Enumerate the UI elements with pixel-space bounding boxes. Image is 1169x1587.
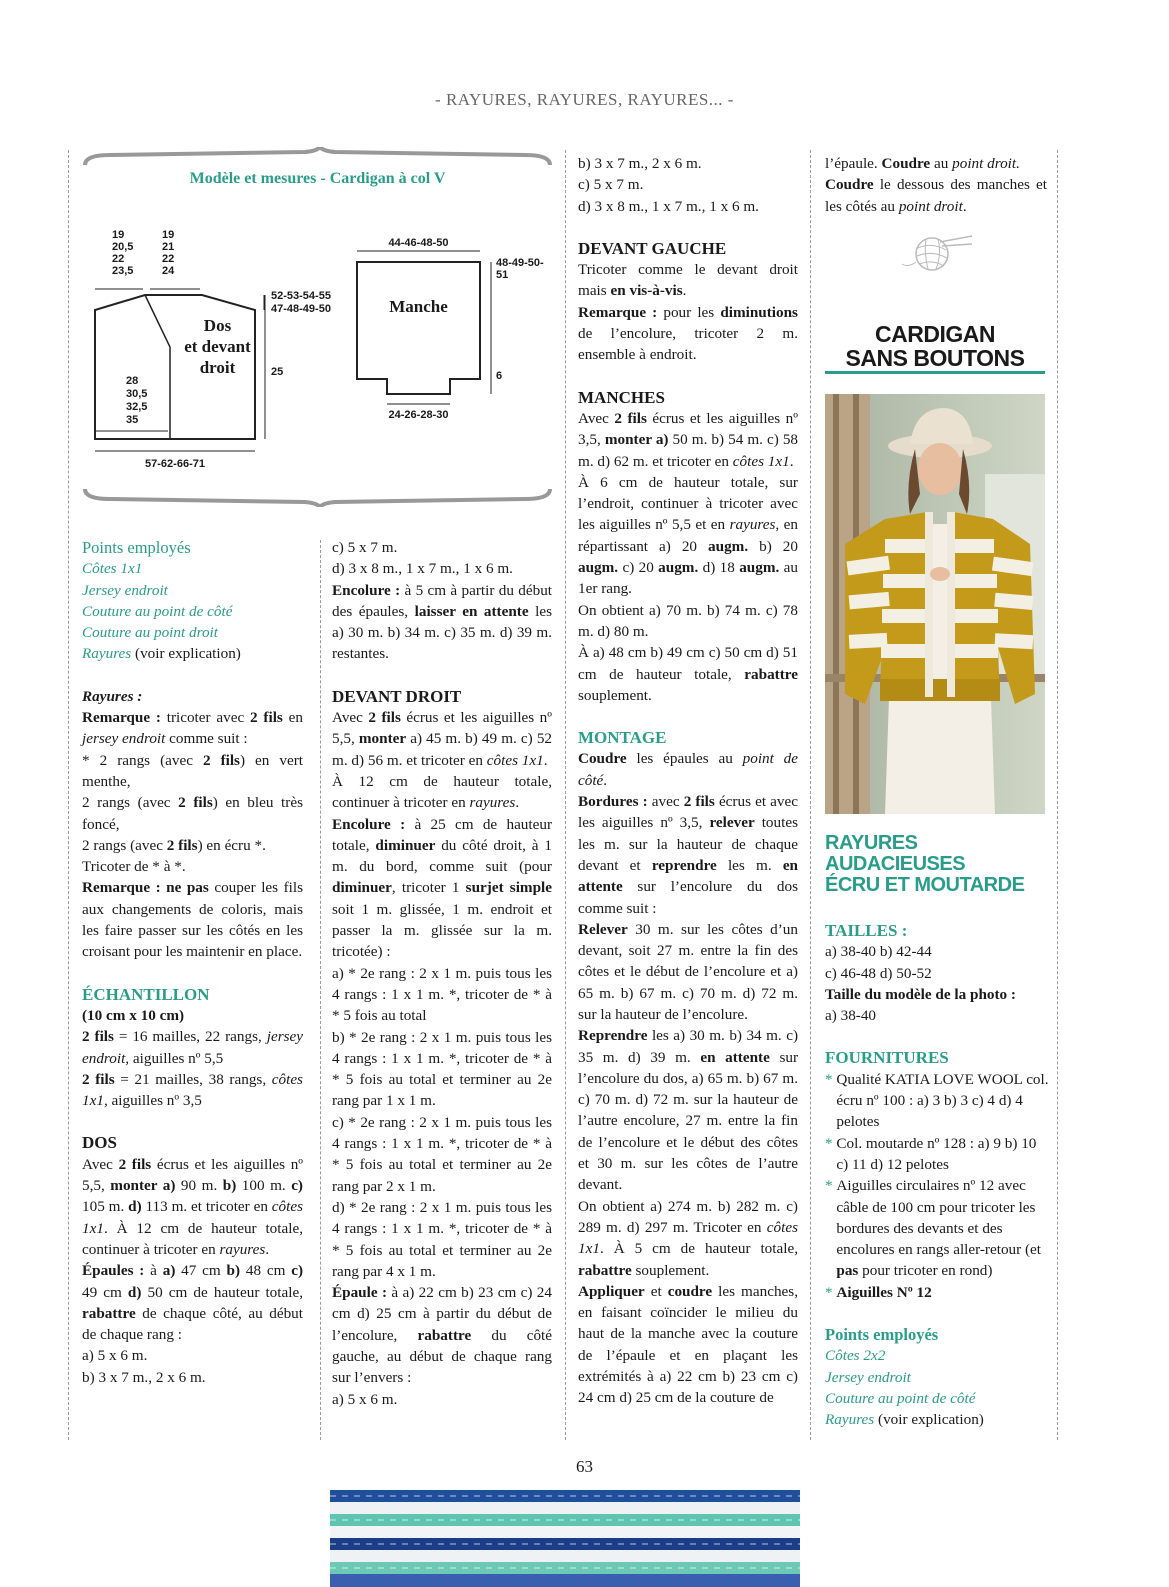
paragraph: b) 3 x 7 m., 2 x 6 m. [82, 1368, 206, 1386]
stitch-item [82, 643, 303, 664]
bullet: * [825, 1283, 837, 1301]
section-title: DEVANT DROIT [332, 686, 462, 706]
section-title: DOS [82, 1133, 117, 1153]
value: 19 [112, 229, 125, 241]
column-rule [565, 150, 566, 1440]
section-title: MANCHES [578, 387, 665, 407]
paragraph: Remarque : pour les diminutions de l’encolure, tricoter 2 m. ensemble à endroit. [578, 303, 798, 364]
list-item: * Col. moutarde nº 128 : a) 9 b) 10 c) 11 d) 12 pelotes [825, 1133, 1050, 1176]
sleeve-top-value: 44-46-48-50 [388, 237, 449, 249]
width-value: 57-62-66-71 [145, 458, 205, 470]
paragraph: Avec 2 fils écrus et les aiguilles nº 3,5, monter a) 50 m. b) 54 m. c) 58 m. d) 62 m. et tricoter en côtes 1x1. [578, 409, 799, 470]
label-line: Dos [203, 316, 232, 335]
paragraph: c) 46-48 d) 50-52 [825, 964, 932, 982]
subtitle-line: AUDACIEUSES [825, 853, 966, 875]
bottom-front-values [126, 375, 147, 427]
title-line: CARDIGAN [875, 321, 995, 347]
value: 23,5 [112, 265, 134, 277]
paragraph: a) 5 x 6 m. [332, 1390, 398, 1408]
paragraph: (10 cm x 10 cm) [82, 1006, 185, 1024]
paragraph: d) * 2e rang : 2 x 1 m. puis tous les 4 rangs : 1 x 1 m. *, tricoter de * à * 5 fois au total et terminer au 2e rang par 4 x 1 m. [332, 1198, 552, 1280]
value: 19 [162, 229, 175, 241]
stitch-item: Côtes 1x1 [82, 560, 143, 578]
knit-swatch-image [330, 1490, 800, 1587]
paragraph: Avec 2 fils écrus et les aiguilles nº 5,5, monter a) 45 m. b) 49 m. c) 52 m. d) 56 m. et tricoter en côtes 1x1. [332, 709, 553, 769]
paragraph: d) 3 x 8 m., 1 x 7 m., 1 x 6 m. [578, 197, 759, 215]
page-number: 63 [576, 1457, 593, 1476]
paragraph: On obtient a) 274 m. b) 282 m. c) 289 m. d) 297 m. Tricoter en côtes 1x1. À 5 cm de hauteur totale, rabattre souplement. [578, 1197, 798, 1279]
column-4-bottom [825, 920, 1050, 1431]
section-title: MONTAGE [578, 728, 667, 748]
paragraph: Coudre le dessous des manches et les côtés au point droit. [825, 176, 1047, 215]
subtitle-line: RAYURES [825, 832, 918, 854]
paragraph: Relever 30 m. sur les côtes d’un devant, soit 27 m. entre la fin des côtes et le début de l’encolure et a) 65 m. b) 67 m. c) 70 m. d) 72 m. sur la hauteur de l’encolure. [578, 920, 798, 1023]
section-title: FOURNITURES [825, 1048, 949, 1068]
stitch-item: Jersey endroit [82, 581, 168, 599]
stitch-item: Couture au point de côté [82, 602, 233, 620]
paragraph: b) * 2e rang : 2 x 1 m. puis tous les 4 rangs : 1 x 1 m. *, tricoter de * à * 5 fois au total et terminer au 2e rang par 1 x 1 m. [332, 1028, 552, 1110]
stitch-item: Côtes 2x2 [825, 1347, 886, 1365]
list-item: * Qualité KATIA LOVE WOOL col. écru nº 100 : a) 3 b) 3 c) 4 d) 4 pelotes [825, 1069, 1050, 1133]
paragraph: Tricoter de * à *. [82, 858, 186, 876]
paragraph: 2 rangs (avec 2 fils) en bleu très foncé, [82, 794, 303, 833]
section-title: ÉCHANTILLON [82, 984, 210, 1004]
shoulder-left-values [112, 229, 133, 277]
value: 32,5 [126, 401, 148, 413]
value: 28 [126, 375, 139, 387]
paragraph: À 12 cm de hauteur totale, continuer à tricoter en rayures. [332, 772, 552, 812]
paragraph: b) 3 x 7 m., 2 x 6 m. [578, 155, 702, 172]
paragraph: c) 5 x 7 m. [332, 539, 398, 556]
paragraph: 2 fils = 21 mailles, 38 rangs, côtes 1x1, aiguilles nº 3,5 [82, 1070, 303, 1110]
points-title: Points employés [825, 1325, 939, 1345]
list-item: * Aiguilles circulaires nº 12 avec câble de 100 cm pour tricoter les bordures des devants et des encolures en rangs aller-retour (et pas pour tricoter en rond) [825, 1175, 1050, 1281]
title-underline [825, 371, 1045, 374]
column-3 [578, 153, 798, 1409]
paragraph: Avec 2 fils écrus et les aiguilles nº 5,5, monter a) 90 m. b) 100 m. c) 105 m. d) 113 m. et tricoter en côtes 1x1. À 12 cm de hauteur totale, continuer à tricoter en rayures. [82, 1155, 303, 1258]
paragraph: d) 3 x 8 m., 1 x 7 m., 1 x 6 m. [332, 560, 513, 578]
points-title: Points employés [82, 538, 191, 557]
bullet: * [825, 1177, 837, 1195]
column-rule [68, 150, 69, 1440]
section-title: DEVANT GAUCHE [578, 238, 727, 258]
paragraph: Taille du modèle de la photo : [825, 985, 1016, 1003]
value: 24 [162, 265, 175, 277]
stitch-note: (voir explication) [874, 1411, 984, 1429]
paragraph: c) * 2e rang : 2 x 1 m. puis tous les 4 rangs : 1 x 1 m. *, tricoter de * à * 5 fois au total et terminer au 2e rang par 2 x 1 m. [332, 1113, 552, 1195]
paragraph: Tricoter comme le devant droit mais en vis-à-vis. [578, 261, 798, 300]
value: 22 [112, 253, 125, 265]
shoulder-right-values [162, 229, 174, 277]
column-1 [82, 537, 303, 1388]
section-title: TAILLES : [825, 921, 908, 940]
paragraph: Encolure : à 5 cm à partir du début des épaules, laisser en attente les a) 30 m. b) 34 m. c) 35 m. d) 39 m. restantes. [332, 581, 553, 663]
value: 21 [162, 241, 175, 253]
model-photo [825, 394, 1045, 814]
measurement-diagram [80, 147, 555, 507]
paragraph: Épaules : à a) 47 cm b) 48 cm c) 49 cm d) 50 cm de hauteur totale, rabattre de chaque côté, au début de chaque rang : [82, 1262, 304, 1344]
paragraph: On obtient a) 70 m. b) 74 m. c) 78 m. d) 80 m. [578, 601, 798, 640]
label-line: et devant [184, 337, 251, 356]
paragraph: Encolure : à 25 cm de hauteur totale, diminuer du côté droit, à 1 m. du bord, comme suit (pour diminuer, tricoter 1 surjet simple soit 1 m. glissée, 1 m. endroit et passer la m. glissée sur la m. tricotée) : [332, 815, 553, 961]
paragraph: a) 38-40 b) 42-44 [825, 943, 932, 961]
paragraph: l’épaule. Coudre au point droit. [825, 155, 1020, 172]
column-4-top [825, 153, 1047, 217]
value: 22 [162, 253, 175, 265]
pattern-title [825, 322, 1045, 370]
sleeve-cuff-value: 6 [496, 370, 503, 382]
stitch-name: Rayures [82, 645, 132, 663]
paragraph: Bordures : avec 2 fils écrus et avec les aiguilles nº 3,5, relever toutes les m. sur la hauteur de chaque devant et reprendre les m. en attente sur l’encolure du dos comme suit : [578, 793, 798, 917]
paragraph: 2 fils = 16 mailles, 22 rangs, jersey endroit, aiguilles nº 5,5 [82, 1028, 303, 1067]
bullet: * [825, 1070, 837, 1088]
page-header: - RAYURES, RAYURES, RAYURES... - [435, 90, 734, 109]
paragraph: Appliquer et coudre les manches, en faisant coïncider le milieu du haut de la manche avec la couture de l’épaule et en plaçant les extrémités à a) 22 cm b) 23 cm c) 24 cm d) 25 cm de la couture de [578, 1282, 798, 1407]
pattern-subtitle [825, 833, 1055, 896]
paragraph: a) * 2e rang : 2 x 1 m. puis tous les 4 rangs : 1 x 1 m. *, tricoter de * à * 5 fois au total [332, 964, 552, 1025]
bullet: * [825, 1134, 837, 1152]
column-rule [1057, 150, 1058, 1440]
piece-label-dos [180, 315, 255, 378]
paragraph: a) 38-40 [825, 1007, 877, 1025]
paragraph: Remarque : ne pas couper les fils aux changements de coloris, mais les faire passer sur les côtés en les croisant pour les maintenir en place. [82, 879, 303, 961]
stitch-item: Jersey endroit [825, 1368, 911, 1386]
sleeve-bottom-value: 24-26-28-30 [388, 409, 449, 421]
value: 47-48-49-50 [271, 303, 331, 315]
title-line: SANS BOUTONS [845, 345, 1025, 371]
stitch-item: Couture au point de côté [825, 1389, 976, 1407]
diagram-title: Modèle et mesures - Cardigan à col V [189, 170, 446, 187]
armhole-values [271, 290, 331, 316]
value: 20,5 [112, 241, 134, 253]
paragraph: Coudre les épaules au point de côté. [578, 750, 798, 789]
value: 52-53-54-55 [271, 290, 331, 302]
paragraph: c) 5 x 7 m. [578, 176, 644, 194]
paragraph: 2 rangs (avec 2 fils) en écru *. [82, 836, 266, 854]
paragraph: À a) 48 cm b) 49 cm c) 50 cm d) 51 cm de hauteur totale, rabattre souplement. [578, 644, 798, 704]
column-2 [332, 537, 552, 1410]
diagram-frame [80, 147, 555, 507]
paragraph: Reprendre les a) 30 m. b) 34 m. c) 35 m. d) 39 m. en attente sur l’encolure du dos, a) 65 m. b) 67 m. c) 70 m. d) 72 m. sur la hauteur de l’autre encolure, 27 m. entre la fin de l’encolure et le début des côtes et 30 m. sur les côtes de l’autre devant. [578, 1027, 799, 1194]
paragraph: Remarque : tricoter avec 2 fils en jersey endroit comme suit : [82, 709, 303, 748]
paragraph: Épaule : à a) 22 cm b) 23 cm c) 24 cm d) 25 cm à partir du début de l’encolure, rabattre du côté gauche, au début de chaque rang sur l’envers : [332, 1284, 553, 1387]
column-rule [320, 540, 321, 1440]
sleeve-label: Manche [389, 297, 448, 316]
column-rule [810, 150, 811, 1440]
yarn-ball-icon [900, 234, 975, 274]
label-line: droit [199, 358, 236, 377]
subtitle-line: ÉCRU ET MOUTARDE [825, 874, 1025, 896]
value: 30,5 [126, 388, 148, 400]
stitch-item: Couture au point droit [82, 624, 218, 642]
rayures-title: Rayures : [82, 687, 143, 705]
stitch-note: (voir explication) [131, 645, 241, 663]
stitch-item [825, 1409, 1050, 1430]
list-item: * Aiguilles Nº 12 [825, 1282, 1050, 1303]
value: 35 [126, 414, 139, 426]
paragraph: À 6 cm de hauteur totale, sur l’endroit, continuer à tricoter avec les aiguilles nº 5,5 et en rayures, en répartissant a) 20 augm. b) 20 augm. c) 20 augm. d) 18 augm. au 1er rang. [578, 473, 798, 598]
height-value: 25 [271, 366, 284, 378]
paragraph: a) 5 x 6 m. [82, 1347, 148, 1365]
stitch-name: Rayures [825, 1411, 875, 1429]
sleeve-length-value: 48-49-50-51 [496, 257, 544, 281]
paragraph: * 2 rangs (avec 2 fils) en vert menthe, [82, 751, 303, 790]
